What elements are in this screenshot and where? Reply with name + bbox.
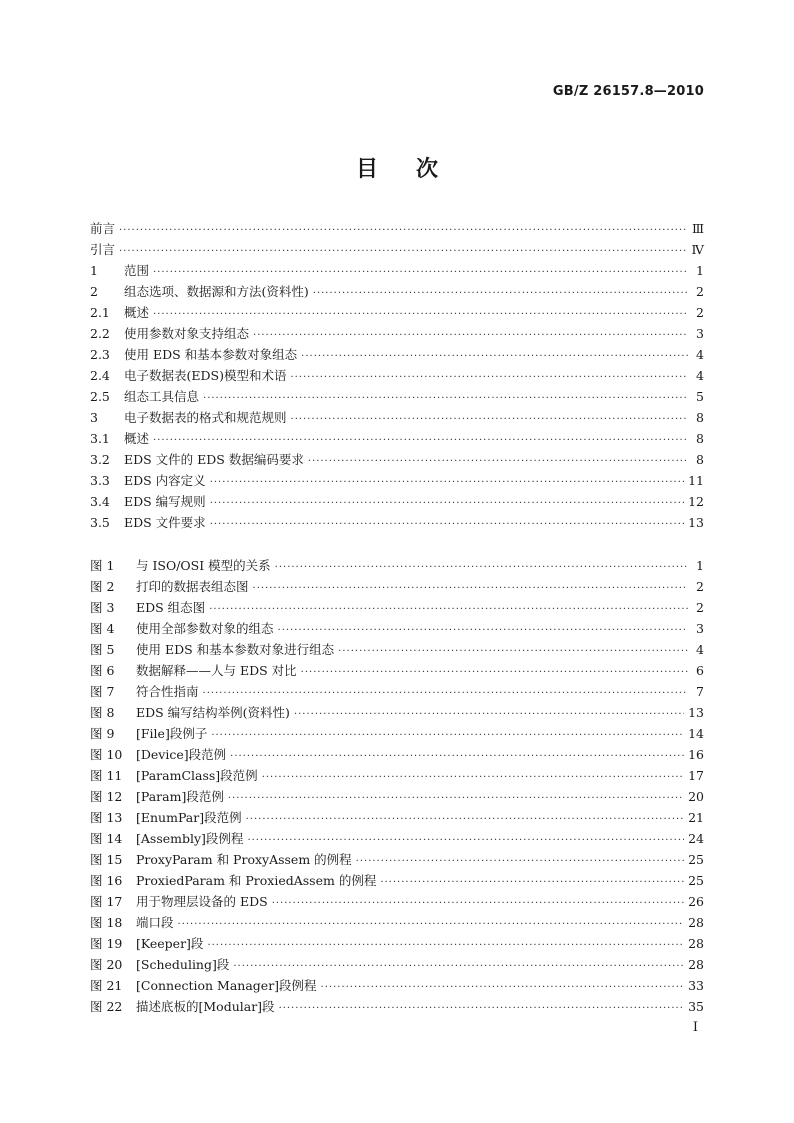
entry-label: 与 ISO/OSI 模型的关系 <box>136 558 271 573</box>
dot-leader <box>301 668 688 678</box>
dot-leader <box>210 478 684 488</box>
entry-page-number: 28 <box>688 915 704 930</box>
page-title: 目次 <box>355 157 476 182</box>
entry-page-number: 24 <box>688 831 704 846</box>
entry-number: 图 11 <box>90 768 123 783</box>
entry-page-number: 3 <box>696 326 704 341</box>
entry-page-number: 8 <box>696 431 704 446</box>
entry-number: 2 <box>90 284 98 299</box>
entry-label: 电子数据表的格式和规范规则 <box>124 410 287 425</box>
entry-page-number: 8 <box>696 452 704 467</box>
entry-label: [EnumPar]段范例 <box>136 810 242 825</box>
dot-leader <box>247 836 684 846</box>
entry-label: 前言 <box>90 221 116 236</box>
toc-section-entry[interactable] <box>90 471 704 492</box>
toc-figure-entry[interactable] <box>90 619 704 640</box>
entry-number: 图 12 <box>90 789 123 804</box>
dot-leader <box>301 352 688 362</box>
dot-leader <box>211 731 684 741</box>
entry-label: 打印的数据表组态图 <box>136 579 249 594</box>
entry-label: EDS 文件的 EDS 数据编码要求 <box>124 452 304 467</box>
entry-number: 图 4 <box>90 621 115 636</box>
toc-figure-entry[interactable] <box>90 682 704 703</box>
entry-page-number: 13 <box>688 705 704 720</box>
dot-leader <box>291 415 688 425</box>
entry-label: 端口段 <box>136 915 174 930</box>
entry-label: 电子数据表(EDS)模型和术语 <box>124 368 287 383</box>
entry-page-number: Ⅳ <box>691 242 704 257</box>
entry-page-number: 8 <box>696 410 704 425</box>
entry-page-number: 4 <box>696 642 704 657</box>
entry-page-number: 6 <box>696 663 704 678</box>
entry-page-number: 17 <box>688 768 704 783</box>
entry-page-number: 26 <box>688 894 704 909</box>
dot-leader <box>253 584 688 594</box>
entry-number: 图 18 <box>90 915 123 930</box>
toc-figure-entry[interactable] <box>90 955 704 976</box>
dot-leader <box>272 899 684 909</box>
toc-section-entry[interactable] <box>90 282 704 303</box>
dot-leader <box>153 268 688 278</box>
entry-number: 图 1 <box>90 558 115 573</box>
entry-label: 使用全部参数对象的组态 <box>136 621 274 636</box>
dot-leader <box>290 373 688 383</box>
entry-label: [Param]段范例 <box>136 789 224 804</box>
entry-label: 引言 <box>90 242 116 257</box>
toc-section-entry[interactable] <box>90 303 704 324</box>
entry-number: 2.5 <box>90 389 110 404</box>
toc-figure-entry[interactable] <box>90 661 704 682</box>
dot-leader <box>275 563 688 573</box>
dot-leader <box>203 689 688 699</box>
entry-label: 描述底板的[Modular]段 <box>136 999 275 1014</box>
toc-section-entry[interactable] <box>90 366 704 387</box>
entry-page-number: 4 <box>696 347 704 362</box>
toc-figure-entry[interactable] <box>90 703 704 724</box>
figures-toc-list <box>90 556 704 1018</box>
entry-page-number: 13 <box>688 515 704 530</box>
standard-code: GB/Z 26157.8—2010 <box>552 84 704 99</box>
entry-label: [Assembly]段例程 <box>136 831 244 846</box>
entry-label: 范围 <box>124 263 150 278</box>
entry-number: 图 16 <box>90 873 123 888</box>
dot-leader <box>178 920 685 930</box>
toc-figure-entry[interactable] <box>90 829 704 850</box>
dot-leader <box>278 626 688 636</box>
entry-number: 图 20 <box>90 957 123 972</box>
toc-figure-entry[interactable] <box>90 745 704 766</box>
dot-leader <box>253 331 688 341</box>
toc-section-entry[interactable] <box>90 324 704 345</box>
entry-page-number: 2 <box>696 305 704 320</box>
toc-section-entry[interactable] <box>90 345 704 366</box>
entry-label: [Scheduling]段 <box>136 957 230 972</box>
entry-label: [File]段例子 <box>136 726 208 741</box>
entry-page-number: 2 <box>696 600 704 615</box>
entry-number: 图 3 <box>90 600 115 615</box>
toc-figure-entry[interactable] <box>90 850 704 871</box>
entry-number: 3.3 <box>90 473 110 488</box>
dot-leader <box>321 983 685 993</box>
entry-label: 使用 EDS 和基本参数对象进行组态 <box>136 642 335 657</box>
entry-label: 组态选项、数据源和方法(资料性) <box>124 284 309 299</box>
toc-section-entry[interactable] <box>90 408 704 429</box>
dot-leader <box>356 857 684 867</box>
toc-section-entry[interactable] <box>90 387 704 408</box>
entry-label: [Keeper]段 <box>136 936 204 951</box>
sections-toc-list <box>90 219 704 534</box>
toc-figure-entry[interactable] <box>90 724 704 745</box>
entry-page-number: 1 <box>696 263 704 278</box>
entry-number: 图 15 <box>90 852 123 867</box>
page-number: I <box>692 1020 698 1035</box>
toc-figure-entry[interactable] <box>90 997 704 1018</box>
entry-label: 概述 <box>124 305 150 320</box>
entry-number: 2.2 <box>90 326 110 341</box>
dot-leader <box>207 941 684 951</box>
toc-figure-entry[interactable] <box>90 787 704 808</box>
toc-section-entry[interactable] <box>90 492 704 513</box>
dot-leader <box>308 457 688 467</box>
entry-label: EDS 组态图 <box>136 600 206 615</box>
entry-page-number: 11 <box>688 473 704 488</box>
toc-section-entry[interactable] <box>90 450 704 471</box>
entry-label: EDS 编写规则 <box>124 494 206 509</box>
entry-page-number: 7 <box>696 684 704 699</box>
entry-label: 使用参数对象支持组态 <box>124 326 250 341</box>
toc-figure-entry[interactable] <box>90 934 704 955</box>
dot-leader <box>210 499 684 509</box>
entry-label: 符合性指南 <box>136 684 199 699</box>
entry-number: 3.4 <box>90 494 110 509</box>
entry-number: 图 8 <box>90 705 115 720</box>
entry-label: 概述 <box>124 431 150 446</box>
dot-leader <box>380 878 684 888</box>
entry-number: 3.5 <box>90 515 110 530</box>
entry-number: 图 2 <box>90 579 115 594</box>
entry-number: 3.2 <box>90 452 110 467</box>
entry-page-number: 25 <box>688 852 704 867</box>
dot-leader <box>262 773 684 783</box>
toc-section-entry[interactable] <box>90 429 704 450</box>
entry-label: ProxiedParam 和 ProxiedAssem 的例程 <box>136 873 377 888</box>
dot-leader <box>279 1004 685 1014</box>
entry-number: 图 19 <box>90 936 123 951</box>
entry-label: [ParamClass]段范例 <box>136 768 258 783</box>
toc-figure-entry[interactable] <box>90 577 704 598</box>
toc-figure-entry[interactable] <box>90 976 704 997</box>
dot-leader <box>119 247 687 257</box>
entry-page-number: Ⅲ <box>691 221 704 236</box>
toc-figure-entry[interactable] <box>90 892 704 913</box>
entry-page-number: 5 <box>696 389 704 404</box>
entry-label: 组态工具信息 <box>124 389 200 404</box>
entry-number: 图 6 <box>90 663 115 678</box>
toc-section-entry[interactable] <box>90 261 704 282</box>
toc-section-entry[interactable] <box>90 219 704 240</box>
entry-page-number: 16 <box>688 747 704 762</box>
entry-page-number: 35 <box>688 999 704 1014</box>
entry-number: 图 5 <box>90 642 115 657</box>
entry-number: 2.3 <box>90 347 110 362</box>
dot-leader <box>209 605 688 615</box>
entry-label: EDS 编写结构举例(资料性) <box>136 705 290 720</box>
entry-number: 图 21 <box>90 978 123 993</box>
entry-page-number: 33 <box>688 978 704 993</box>
entry-label: EDS 文件要求 <box>124 515 206 530</box>
entry-number: 图 7 <box>90 684 115 699</box>
toc-figure-entry[interactable] <box>90 598 704 619</box>
entry-label: 用于物理层设备的 EDS <box>136 894 268 909</box>
entry-number: 2.4 <box>90 368 110 383</box>
entry-number: 3.1 <box>90 431 110 446</box>
toc-figure-entry[interactable] <box>90 766 704 787</box>
toc-figure-entry[interactable] <box>90 913 704 934</box>
entry-number: 3 <box>90 410 98 425</box>
entry-page-number: 12 <box>688 494 704 509</box>
entry-number: 图 17 <box>90 894 123 909</box>
entry-page-number: 14 <box>688 726 704 741</box>
dot-leader <box>228 794 684 804</box>
entry-number: 图 10 <box>90 747 123 762</box>
entry-page-number: 1 <box>696 558 704 573</box>
dot-leader <box>338 647 688 657</box>
toc-figure-entry[interactable] <box>90 871 704 892</box>
entry-page-number: 20 <box>688 789 704 804</box>
dot-leader <box>119 226 688 236</box>
dot-leader <box>294 710 684 720</box>
dot-leader <box>233 962 684 972</box>
toc-section-entry[interactable] <box>90 240 704 261</box>
entry-label: 数据解释——人与 EDS 对比 <box>136 663 297 678</box>
entry-number: 2.1 <box>90 305 110 320</box>
entry-label: [Connection Manager]段例程 <box>136 978 317 993</box>
dot-leader <box>230 752 684 762</box>
entry-number: 图 9 <box>90 726 115 741</box>
entry-page-number: 28 <box>688 957 704 972</box>
dot-leader <box>153 436 688 446</box>
entry-page-number: 4 <box>696 368 704 383</box>
toc-figure-entry[interactable] <box>90 640 704 661</box>
entry-number: 图 14 <box>90 831 123 846</box>
toc-section-entry[interactable] <box>90 513 704 534</box>
entry-label: 使用 EDS 和基本参数对象组态 <box>124 347 298 362</box>
entry-page-number: 3 <box>696 621 704 636</box>
entry-page-number: 2 <box>696 284 704 299</box>
entry-page-number: 25 <box>688 873 704 888</box>
entry-page-number: 2 <box>696 579 704 594</box>
entry-page-number: 28 <box>688 936 704 951</box>
entry-number: 图 13 <box>90 810 123 825</box>
entry-number: 1 <box>90 263 98 278</box>
dot-leader <box>203 394 688 404</box>
entry-number: 图 22 <box>90 999 123 1014</box>
toc-figure-entry[interactable] <box>90 556 704 577</box>
entry-page-number: 21 <box>688 810 704 825</box>
dot-leader <box>313 289 688 299</box>
dot-leader <box>210 520 684 530</box>
entry-label: ProxyParam 和 ProxyAssem 的例程 <box>136 852 352 867</box>
toc-figure-entry[interactable] <box>90 808 704 829</box>
entry-label: [Device]段范例 <box>136 747 227 762</box>
dot-leader <box>246 815 684 825</box>
entry-label: EDS 内容定义 <box>124 473 206 488</box>
dot-leader <box>153 310 688 320</box>
